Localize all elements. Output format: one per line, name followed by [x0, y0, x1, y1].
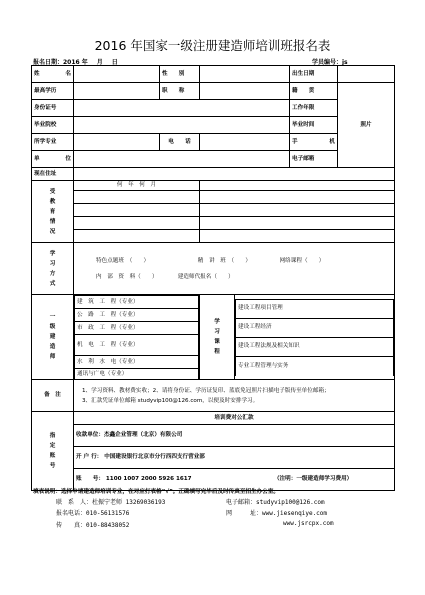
registration-table	[31, 65, 395, 491]
student-number-label: 学员编号：js______	[312, 59, 366, 66]
intensive-class-option[interactable]: 精 讲 班 （ ）	[197, 257, 251, 264]
education-row-date[interactable]	[74, 230, 200, 243]
education-history-label: 受教育情况	[32, 181, 74, 243]
education-row-detail[interactable]	[200, 230, 395, 243]
education-label: 最高学历	[32, 83, 74, 100]
major-label: 所学专业	[32, 134, 74, 151]
mobile-label: 手 机	[290, 134, 338, 151]
education-row-date[interactable]	[74, 191, 200, 204]
unit-label: 单 位	[32, 151, 74, 168]
name-label: 姓 名	[32, 66, 74, 83]
education-row-detail[interactable]	[200, 191, 395, 204]
major-option-municipal[interactable]: 市 政 工 程（专业）	[75, 322, 199, 335]
course-regulations[interactable]: 建设工程法规及相关知识	[236, 337, 394, 356]
gender-label: 性 别	[160, 66, 200, 83]
address-label: 现在住址	[32, 168, 74, 181]
school-field[interactable]	[74, 117, 290, 134]
name-field[interactable]	[74, 66, 160, 83]
education-date-header: 何 年 何 月	[74, 181, 200, 191]
course-project-management[interactable]: 建设工程项目管理	[236, 299, 394, 318]
notes-line-1: 1、学习资料、教材费实收；2、请将身份证、学历证复印、蓝底免冠照片扫描电子版传至单位邮箱；	[82, 387, 330, 394]
job-title-label: 职 称	[160, 83, 200, 100]
major-option-hydraulic[interactable]: 水 利 水 电（专业）	[75, 356, 199, 369]
signup-phone: 报名电话：010-56131576	[56, 510, 130, 517]
designated-account-label: 指定账号	[32, 412, 74, 491]
work-years-label: 工作年限	[290, 100, 338, 117]
bank-name: 开 户 行： 中国建设银行北京市分行西四支行营业部	[74, 447, 395, 469]
education-row-detail[interactable]	[200, 204, 395, 217]
id-number-label: 身份证号	[32, 100, 74, 117]
notes-text	[74, 380, 395, 412]
course-engineering-economics[interactable]: 建设工程经济	[236, 318, 394, 337]
major-option-highway[interactable]: 公 路 工 程（专业）	[75, 309, 199, 322]
payee: 收款单位：杰鑫企业管理（北京）有限公司	[74, 425, 395, 447]
id-number-field[interactable]	[74, 100, 290, 117]
phone-field[interactable]	[200, 134, 290, 151]
constructor-major-label: 一级建造师	[32, 295, 74, 380]
education-header-blank	[200, 181, 395, 191]
notes-line-2: 3、汇款凭证单位邮箱 studyvip100@126.com，以便及时安排学习。	[82, 397, 259, 404]
education-row-date[interactable]	[74, 217, 200, 230]
course-practice[interactable]: 专业工程管理与实务	[236, 356, 394, 376]
account-note: （注明：一级建造师学习费用）	[273, 476, 353, 482]
form-title: 2016 年国家一级注册建造师培训班报名表	[94, 38, 331, 53]
major-field[interactable]	[74, 134, 160, 151]
internal-material-option[interactable]: 内 部 资 料（ ）	[96, 273, 158, 280]
photo-box[interactable]: 照片	[338, 83, 395, 168]
native-place-label: 籍 贯	[290, 83, 338, 100]
address-field[interactable]	[74, 168, 395, 181]
courses-label: 学习课程	[200, 295, 235, 380]
learning-mode-label: 学习方式	[32, 243, 74, 295]
learning-options	[74, 243, 395, 295]
birth-field[interactable]	[338, 66, 395, 83]
notes-label: 备 注	[32, 380, 74, 412]
education-row-detail[interactable]	[200, 217, 395, 230]
fill-instructions: 填表说明：选择申请建造师培训专业，在对应打表格“√”。正确填写完毕后及时传真至招生办公室。	[33, 489, 280, 495]
major-options	[74, 295, 200, 380]
major-option-building[interactable]: 建 筑 工 程（专业）	[75, 296, 199, 309]
featured-class-option[interactable]: 特色点题班 （ ）	[96, 257, 150, 264]
gender-field[interactable]	[200, 66, 290, 83]
unit-field[interactable]	[74, 151, 290, 168]
agent-signup-option[interactable]: 建造师代报名（ ）	[177, 273, 234, 280]
education-field[interactable]	[74, 83, 160, 100]
contact-email: 电子邮箱：studyvip100@126.com	[226, 499, 325, 506]
account-number: 账 号： 1100 1007 2000 5926 1617	[76, 476, 192, 482]
payment-heading: 培训费对公汇款	[74, 412, 395, 425]
email-label: 电子邮箱	[290, 151, 338, 168]
website: 网 址：www.jiesenqiye.com	[226, 510, 328, 517]
signup-date-label: 报名日期：2016 年___月___日	[33, 59, 118, 66]
phone-label: 电 话	[160, 134, 200, 151]
birth-label: 出生日期	[290, 66, 338, 83]
major-option-telecom[interactable]: 通讯与广电（专业）	[75, 369, 199, 380]
job-title-field[interactable]	[200, 83, 290, 100]
school-label: 毕业院校	[32, 117, 74, 134]
grad-time-label: 毕业时间	[290, 117, 338, 134]
online-course-option[interactable]: 网络课程（ ）	[279, 257, 325, 264]
major-option-mechanical[interactable]: 机 电 工 程（专业）	[75, 335, 199, 356]
education-row-date[interactable]	[74, 204, 200, 217]
website-2: www.jsrcpx.com	[283, 520, 334, 527]
course-options	[235, 295, 395, 380]
contact-person: 联 系 人：杜振宁老师 13269036193	[56, 499, 166, 506]
fax-number: 传 真：010-88438052	[56, 522, 130, 529]
